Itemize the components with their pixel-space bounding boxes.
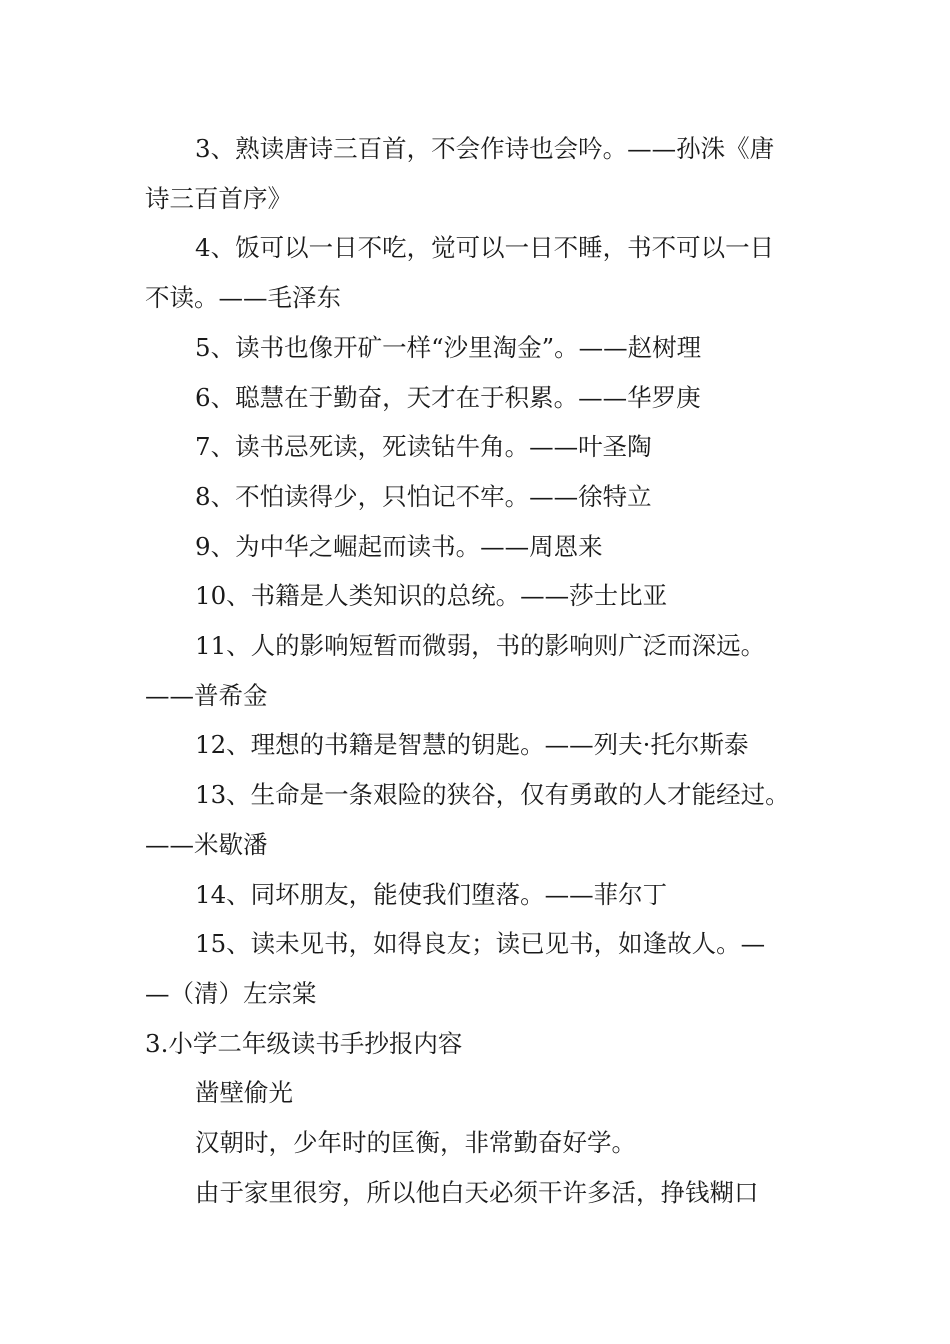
quote-3-line-1: 3、熟读唐诗三百首，不会作诗也会吟。——孙洙《唐 — [195, 134, 775, 163]
section-heading — [145, 1019, 825, 1069]
quote-4-line-1: 4、饭可以一日不吃，觉可以一日不睡，书不可以一日 — [195, 233, 775, 263]
quote-9 — [145, 522, 825, 572]
story-paragraph-1 — [145, 1118, 825, 1168]
quote-15-line-1: 15、读未见书，如得良友；读已见书，如逢故人。— — [195, 929, 766, 959]
quote-10-line-1: 10、书籍是人类知识的总统。——莎士比亚 — [195, 581, 668, 611]
quote-11-line-1: 11、人的影响短暂而微弱，书的影响则广泛而深远。 — [195, 631, 766, 661]
quote-10 — [145, 571, 825, 621]
quote-5-line-1: 5、读书也像开矿一样“沙里淘金”。——赵树理 — [195, 332, 702, 362]
quote-13 — [145, 770, 825, 869]
story-title-text: 凿壁偷光 — [195, 1078, 293, 1108]
quote-3-line-2: 诗三百首序》 — [145, 183, 292, 213]
quote-13-line-1: 13、生命是一条艰险的狭谷，仅有勇敢的人才能经过。 — [195, 780, 790, 810]
quote-9-line-1: 9、为中华之崛起而读书。——周恩来 — [195, 531, 603, 561]
quote-12-line-1: 12、理想的书籍是智慧的钥匙。——列夫·托尔斯泰 — [195, 730, 749, 760]
quote-14-line-1: 14、同坏朋友，能使我们堕落。——菲尔丁 — [195, 879, 668, 909]
story-paragraph-1-text: 汉朝时，少年时的匡衡，非常勤奋好学。 — [195, 1128, 636, 1158]
quote-5 — [145, 323, 825, 373]
quote-7 — [145, 422, 825, 472]
quote-11-line-2: ——普希金 — [145, 680, 268, 710]
story-title — [145, 1068, 825, 1118]
quote-15-line-2: —（清）左宗棠 — [145, 978, 317, 1008]
section-heading-text: 3.小学二年级读书手抄报内容 — [145, 1028, 463, 1058]
document-page — [145, 124, 825, 1217]
quote-12 — [145, 720, 825, 770]
quote-4 — [145, 223, 825, 322]
quote-8 — [145, 472, 825, 522]
quote-3 — [145, 124, 825, 223]
story-paragraph-2 — [145, 1168, 825, 1218]
quote-14 — [145, 870, 825, 920]
story-paragraph-2-text: 由于家里很穷，所以他白天必须干许多活，挣钱糊口 — [195, 1177, 759, 1207]
quote-15 — [145, 919, 825, 1018]
quote-6 — [145, 373, 825, 423]
quote-6-line-1: 6、聪慧在于勤奋，天才在于积累。——华罗庚 — [195, 382, 701, 412]
quote-8-line-1: 8、不怕读得少，只怕记不牢。——徐特立 — [195, 481, 652, 511]
quote-7-line-1: 7、读书忌死读，死读钻牛角。——叶圣陶 — [195, 432, 652, 462]
quote-11 — [145, 621, 825, 720]
quote-4-line-2: 不读。——毛泽东 — [145, 283, 341, 313]
quote-13-line-2: ——米歇潘 — [145, 829, 268, 859]
